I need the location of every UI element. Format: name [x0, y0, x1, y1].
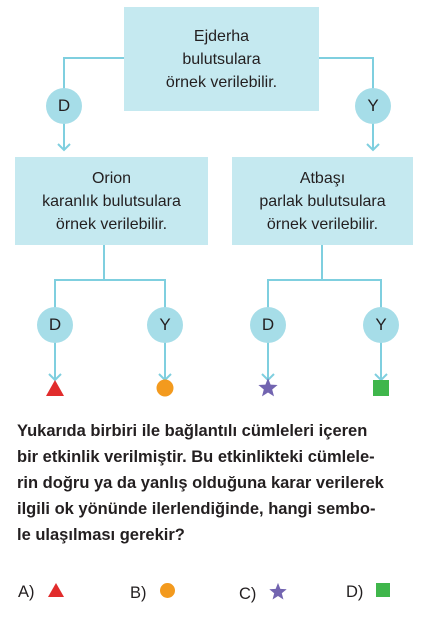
top-statement-line-1: Ejderha — [193, 27, 250, 45]
left-statement-box — [15, 157, 208, 245]
right-false-node: Y — [363, 307, 399, 343]
option-d-label: D) — [346, 583, 364, 601]
right-statement-line-2: parlak bulutsulara — [259, 192, 386, 210]
option-b-label: B) — [130, 583, 147, 602]
top-true-node: D — [46, 88, 82, 124]
right-true-node: D — [250, 307, 286, 343]
circle-icon — [159, 582, 176, 604]
right-statement-line-1: Atbaşı — [299, 169, 346, 187]
star-icon — [268, 582, 288, 606]
question-line-1: Yukarıda birbiri ile bağlantılı cümleleri içeren — [17, 422, 368, 440]
option-c-label: C) — [239, 584, 257, 603]
top-statement-line-3: örnek verilebilir. — [165, 73, 278, 91]
top-false-node: Y — [355, 88, 391, 124]
question-line-3: rin doğru ya da yanlış olduğuna karar verilerek — [17, 474, 384, 492]
circle-symbol — [155, 378, 175, 398]
star-symbol — [257, 377, 279, 398]
question-line-2: bir etkinlik verilmiştir. Bu etkinlikteki cümlele- — [17, 448, 375, 466]
triangle-symbol — [45, 379, 65, 397]
right-statement-line-3: örnek verilebilir. — [266, 215, 379, 233]
question-text — [17, 418, 425, 548]
option-c[interactable] — [239, 582, 288, 606]
square-icon — [375, 582, 391, 603]
left-statement-line-2: karanlık bulutsulara — [42, 192, 181, 210]
option-d[interactable] — [346, 582, 391, 603]
triangle-icon — [47, 582, 65, 603]
option-a[interactable] — [18, 582, 65, 603]
top-statement-line-2: bulutsulara — [182, 50, 261, 68]
option-b[interactable] — [130, 582, 176, 604]
left-true-node: D — [37, 307, 73, 343]
right-statement-box — [232, 157, 413, 245]
question-line-4: ilgili ok yönünde ilerlendiğinde, hangi sembo- — [17, 500, 376, 518]
square-symbol — [372, 379, 390, 397]
left-statement-line-3: örnek verilebilir. — [55, 215, 168, 233]
left-false-node: Y — [147, 307, 183, 343]
left-statement-line-1: Orion — [91, 169, 132, 187]
question-line-5: le ulaşılması gerekir? — [17, 526, 185, 544]
option-a-label: A) — [18, 583, 35, 601]
top-statement-box — [124, 7, 319, 111]
